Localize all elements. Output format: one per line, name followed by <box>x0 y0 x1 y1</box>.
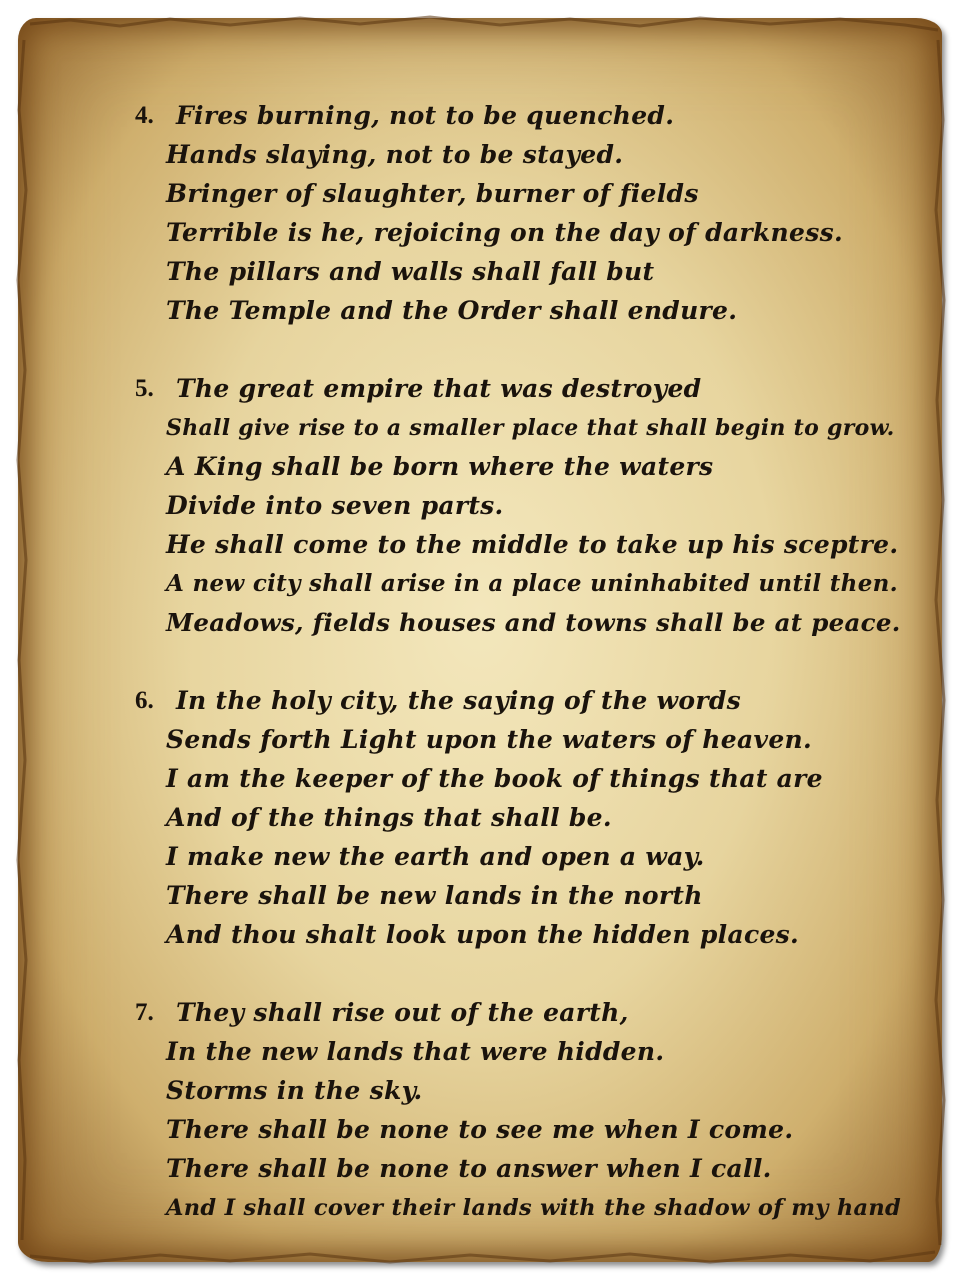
stanza-number: 4. <box>135 102 154 129</box>
verse-line: And I shall cover their lands with the shadow of my hand <box>166 1195 902 1221</box>
verse-line: Divide into seven parts. <box>166 491 504 520</box>
verse-line: Shall give rise to a smaller place that shall begin to grow. <box>166 415 895 441</box>
verse-line: Storms in the sky. <box>166 1076 423 1105</box>
verse-line: A King shall be born where the waters <box>166 452 714 481</box>
stanza-number: 6. <box>135 687 154 714</box>
verse-line: The Temple and the Order shall endure. <box>166 296 738 325</box>
verse-line: Fires burning, not to be quenched. <box>176 101 675 130</box>
verse-line: In the new lands that were hidden. <box>166 1037 665 1066</box>
verse-line: Terrible is he, rejoicing on the day of darkness. <box>166 218 843 247</box>
verse-line: Hands slaying, not to be stayed. <box>166 140 624 169</box>
verse-line: I make new the earth and open a way. <box>166 842 705 871</box>
verse-line: In the holy city, the saying of the words <box>176 686 741 715</box>
verse-line: I am the keeper of the book of things that are <box>166 764 823 793</box>
verse-line: They shall rise out of the earth, <box>176 998 629 1027</box>
verse-line: Sends forth Light upon the waters of heaven. <box>166 725 812 754</box>
verse-line: There shall be none to see me when I come. <box>166 1115 794 1144</box>
verse-line: And thou shalt look upon the hidden places. <box>166 920 800 949</box>
verse-line: Meadows, fields houses and towns shall be at peace. <box>166 608 901 637</box>
verse-line: The great empire that was destroyed <box>176 374 702 403</box>
verse-line: The pillars and walls shall fall but <box>166 257 655 286</box>
verse-line: Bringer of slaughter, burner of fields <box>166 179 699 208</box>
stanza-number: 7. <box>135 999 154 1026</box>
verse-line: He shall come to the middle to take up his sceptre. <box>166 530 899 559</box>
verse-line: And of the things that shall be. <box>166 803 612 832</box>
stanza-number: 5. <box>135 375 154 402</box>
verse-line: There shall be new lands in the north <box>166 881 703 910</box>
verse-line: There shall be none to answer when I call. <box>166 1154 772 1183</box>
verse-line: A new city shall arise in a place uninhabited until then. <box>166 570 898 597</box>
